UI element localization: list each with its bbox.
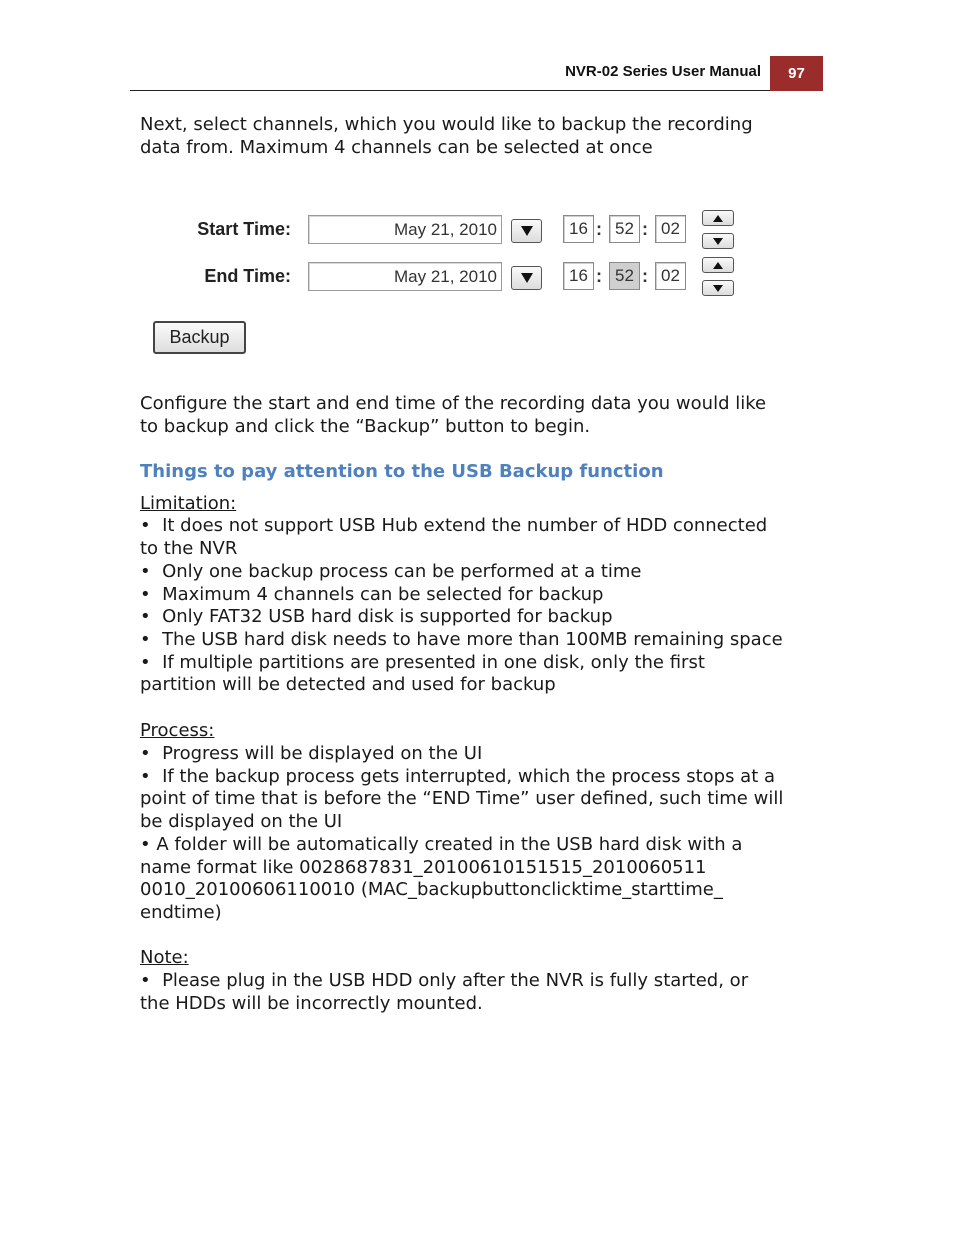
end-second-field[interactable]: 02 — [655, 262, 686, 290]
process-item-cont: be displayed on the UI — [140, 811, 343, 832]
triangle-down-icon — [713, 238, 723, 245]
time-separator: : — [642, 219, 648, 239]
limitation-item: • Maximum 4 channels can be selected for backup — [140, 584, 830, 607]
start-time-up-button[interactable] — [702, 210, 734, 226]
end-time-up-button[interactable] — [702, 257, 734, 273]
triangle-down-icon — [521, 273, 533, 283]
intro-line-2: data from. Maximum 4 channels can be selected at once — [140, 137, 653, 158]
process-item-cont: point of time that is before the “END Time” user defined, such time will — [140, 788, 784, 809]
end-date-field[interactable]: May 21, 2010 — [308, 262, 502, 291]
limitation-item: • Only FAT32 USB hard disk is supported for backup — [140, 606, 830, 629]
limitation-item-cont: to the NVR — [140, 538, 238, 559]
end-date-dropdown-button[interactable] — [511, 266, 542, 290]
triangle-up-icon — [713, 215, 723, 222]
limitation-item-cont: partition will be detected and used for backup — [140, 674, 556, 695]
note-title: Note: — [140, 947, 189, 968]
end-time-label: End Time: — [204, 266, 291, 286]
backup-button[interactable]: Backup — [153, 321, 246, 354]
triangle-down-icon — [521, 226, 533, 236]
triangle-up-icon — [713, 262, 723, 269]
triangle-down-icon — [713, 285, 723, 292]
limitation-item: • Only one backup process can be performed at a time — [140, 561, 830, 584]
page-number-badge — [770, 56, 823, 91]
time-separator: : — [596, 266, 602, 286]
section-heading: Things to pay attention to the USB Backup function — [140, 461, 664, 482]
end-minute-field[interactable]: 52 — [609, 262, 640, 290]
end-hour-field[interactable]: 16 — [563, 262, 594, 290]
intro-line-1: Next, select channels, which you would like to backup the recording — [140, 114, 753, 135]
manual-title: NVR-02 Series User Manual — [565, 63, 761, 80]
page-number: 97 — [788, 65, 805, 82]
limitation-item: • If multiple partitions are presented in one disk, only the first — [140, 652, 830, 675]
process-item-cont: endtime) — [140, 902, 222, 923]
start-minute-field[interactable]: 52 — [609, 215, 640, 243]
start-hour-field[interactable]: 16 — [563, 215, 594, 243]
start-time-down-button[interactable] — [702, 233, 734, 249]
start-date-field[interactable]: May 21, 2010 — [308, 215, 502, 244]
time-separator: : — [596, 219, 602, 239]
limitation-item: • The USB hard disk needs to have more than 100MB remaining space — [140, 629, 830, 652]
note-item: • Please plug in the USB HDD only after the NVR is fully started, or — [140, 970, 830, 993]
configure-line-2: to backup and click the “Backup” button to begin. — [140, 416, 591, 437]
header-divider — [130, 90, 770, 91]
configure-line-1: Configure the start and end time of the recording data you would like — [140, 393, 767, 414]
limitation-title: Limitation: — [140, 493, 237, 514]
process-item: • If the backup process gets interrupted, which the process stops at a — [140, 766, 830, 789]
process-title: Process: — [140, 720, 215, 741]
note-item-cont: the HDDs will be incorrectly mounted. — [140, 993, 483, 1014]
time-separator: : — [642, 266, 648, 286]
start-second-field[interactable]: 02 — [655, 215, 686, 243]
start-time-label: Start Time: — [197, 219, 291, 239]
process-item: • Progress will be displayed on the UI — [140, 743, 830, 766]
process-item-cont: name format like 0028687831_20100610151515_2010060511 — [140, 857, 707, 878]
start-date-dropdown-button[interactable] — [511, 219, 542, 243]
limitation-item: • It does not support USB Hub extend the number of HDD connected — [140, 515, 830, 538]
process-item: • A folder will be automatically created in the USB hard disk with a — [140, 834, 830, 857]
end-time-down-button[interactable] — [702, 280, 734, 296]
process-item-cont: 0010_20100606110010 (MAC_backupbuttonclicktime_starttime_ — [140, 879, 723, 900]
